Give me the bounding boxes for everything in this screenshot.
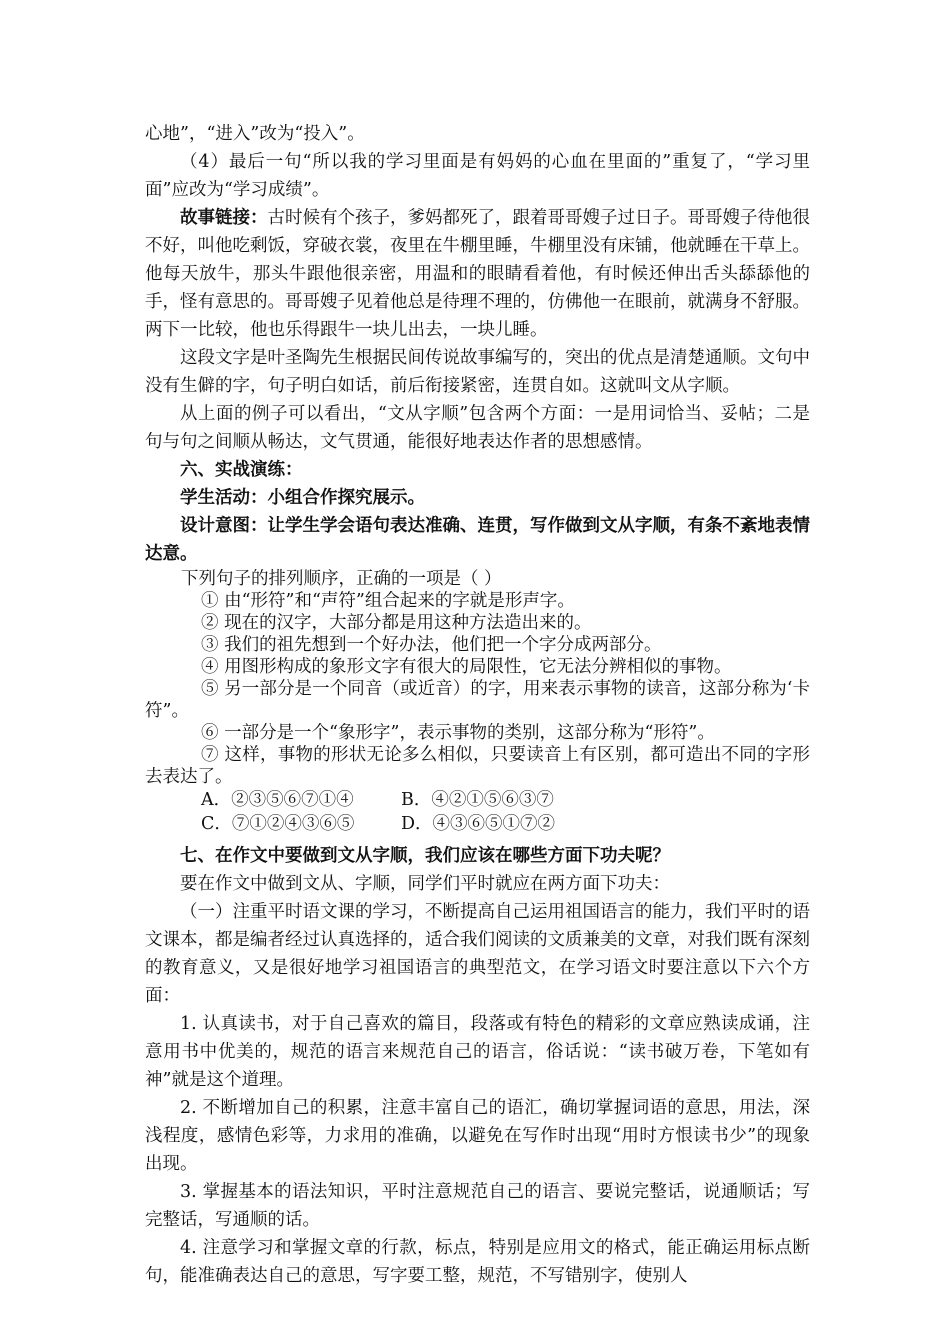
option-a: A．②③⑤⑥⑦①④ — [201, 790, 354, 810]
section7-intro: 要在作文中做到文从、字顺，同学们平时就应在两方面下功夫： — [180, 874, 670, 894]
options-row-2 — [145, 812, 810, 836]
question-item-3: ③ 我们的祖先想到一个好办法，他们把一个字分成两部分。 — [201, 635, 662, 655]
point-4: 4. 注意学习和掌握文章的行款，标点，特别是应用文的格式，能正确运用标点断句，能准确表达自己的意思，写字要工整，规范，不写错别字，使别人 — [145, 1238, 810, 1286]
point-2: 2. 不断增加自己的积累，注意丰富自己的语汇，确切掌握词语的意思，用法，深浅程度，感情色彩等，力求用的准确，以避免在写作时出现“用时方恨读书少”的现象出现。 — [145, 1098, 810, 1174]
option-d: D．④③⑥⑤①⑦② — [401, 814, 556, 834]
section7-heading: 七、在作文中要做到文从字顺，我们应该在哪些方面下功夫呢？ — [180, 846, 670, 866]
question-item-7: ⑦ 这样，事物的形状无论多么相似，只要读音上有区别，都可造出不同的字形去表达了。 — [145, 745, 810, 787]
options-row-1 — [145, 788, 810, 812]
section6-heading: 六、实战演练： — [180, 460, 303, 480]
option-c: C．⑦①②④③⑥⑤ — [201, 814, 355, 834]
question-item-1: ① 由“形符”和“声符”组合起来的字就是形声字。 — [201, 591, 575, 611]
story-link-text: 古时候有个孩子，爹妈都死了，跟着哥哥嫂子过日子。哥哥嫂子待他很不好，叫他吃剩饭，穿破衣裳，夜里在牛棚里睡，牛棚里没有床铺，他就睡在干草上。他每天放牛，那头牛跟他很亲密，用温和的眼睛看着他，有时候还伸出舌头舔舔他的手，怪有意思的。哥哥嫂子见着他总是待理不理的，仿佛他一在眼前，就满身不舒服。两下一比较，他也乐得跟牛一块儿出去，一块儿睡。 — [145, 208, 810, 340]
question-stem: 下列句子的排列顺序，正确的一项是（ ） — [181, 569, 502, 589]
question-item-2: ② 现在的汉字，大部分都是用这种方法造出来的。 — [201, 613, 592, 633]
section7-part1: （一）注重平时语文课的学习，不断提高自己运用祖国语言的能力，我们平时的语文课本，都是编者经过认真选择的，适合我们阅读的文质兼美的文章，对我们既有深刻的教育意义，又是很好地学习祖国语言的典型范文，在学习语文时要注意以下六个方面： — [145, 902, 810, 1006]
design-intent: 设计意图：让学生学会语句表达准确、连贯，写作做到文从字顺，有条不紊地表情达意。 — [145, 516, 810, 564]
ordering-question — [145, 568, 810, 836]
document-page — [145, 120, 810, 1290]
paragraph-continuation: 心地”，“进入”改为“投入”。 — [145, 124, 365, 144]
point-3: 3. 掌握基本的语法知识，平时注意规范自己的语言、要说完整话，说通顺话；写完整话，写通顺的话。 — [145, 1182, 810, 1230]
option-b: B．④②①⑤⑥③⑦ — [401, 790, 554, 810]
paragraph-revision-4: （4）最后一句“所以我的学习里面是有妈妈的心血在里面的”重复了，“学习里面”应改为“学习成绩”。 — [145, 152, 810, 200]
paragraph-summary: 从上面的例子可以看出，“文从字顺”包含两个方面：一是用词恰当、妥帖；二是句与句之间顺从畅达，文气贯通，能很好地表达作者的思想感情。 — [145, 404, 810, 452]
student-activity: 学生活动：小组合作探究展示。 — [180, 488, 425, 508]
question-item-6: ⑥ 一部分是一个“象形字”，表示事物的类别，这部分称为“形符”。 — [201, 723, 715, 743]
question-item-4: ④ 用图形构成的象形文字有很大的局限性，它无法分辨相似的事物。 — [201, 657, 732, 677]
point-1: 1. 认真读书，对于自己喜欢的篇目，段落或有特色的精彩的文章应熟读成诵，注意用书中优美的，规范的语言来规范自己的语言，俗话说：“读书破万卷，下笔如有神”就是这个道理。 — [145, 1014, 810, 1090]
story-link-label: 故事链接： — [180, 208, 268, 228]
paragraph-story-link — [145, 204, 810, 344]
paragraph-analysis: 这段文字是叶圣陶先生根据民间传说故事编写的，突出的优点是清楚通顺。文句中没有生僻的字，句子明白如话，前后衔接紧密，连贯自如。这就叫文从字顺。 — [145, 348, 810, 396]
question-item-5: ⑤ 另一部分是一个同音（或近音）的字，用来表示事物的读音，这部分称为‘卡符”。 — [145, 679, 810, 721]
